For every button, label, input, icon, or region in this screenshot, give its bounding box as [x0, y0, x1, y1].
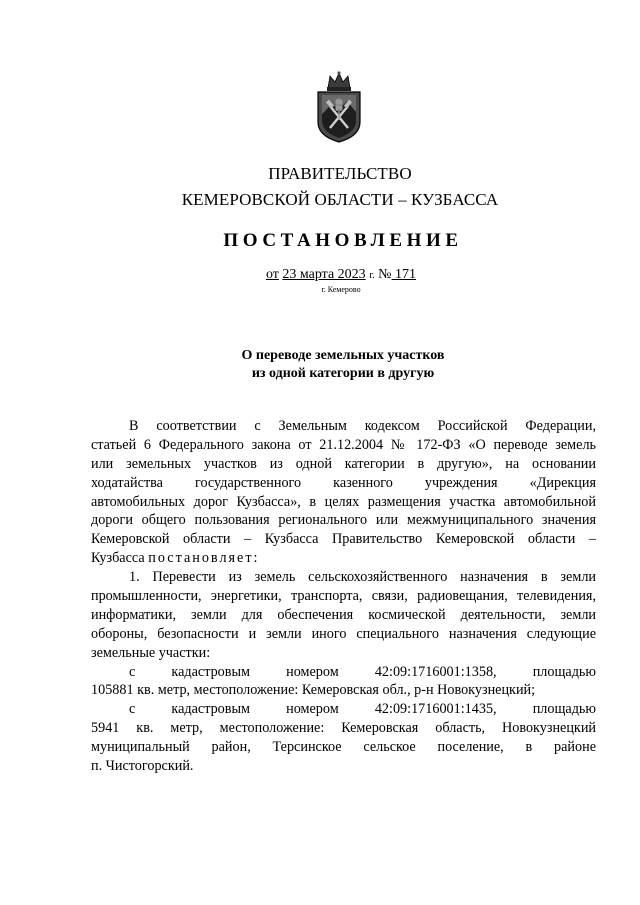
paragraph-line: промышленности, энергетики, транспорта, связи, радиовещания, телевидения, [91, 588, 596, 605]
paragraph-line: земельные участки: [91, 644, 211, 661]
paragraph-line: информатики, земли для обеспечения космической деятельности, земли [91, 606, 596, 623]
paragraph-line: 105881 кв. метр, местоположение: Кемеровская обл., р-н Новокузнецкий; [91, 682, 536, 699]
organization-name-line2: КЕМЕРОВСКОЙ ОБЛАСТИ – КУЗБАССА [181, 190, 499, 209]
paragraph-line: 1. Перевести из земель сельскохозяйственного назначения в земли [129, 569, 596, 586]
document-date: 23 марта 2023 [282, 267, 366, 282]
paragraph-line: п. Чистогорский. [91, 758, 194, 775]
document-subject-line1: О переводе земельных участков [241, 348, 445, 363]
paragraph-line: муниципальный район, Терсинское сельское поселение, в районе [91, 739, 596, 756]
paragraph-line: Кемеровской области – Кузбасса Правительство Кемеровской области – [91, 531, 596, 548]
document-city: г. Кемерово [321, 285, 361, 294]
year-suffix: г. [369, 270, 375, 281]
document-date-number [0, 267, 640, 283]
document-body [91, 417, 596, 776]
paragraph-line: с кадастровым номером 42:09:1716001:1358, площадью [129, 663, 596, 680]
decree-word: постановляет: [148, 550, 260, 567]
coat-of-arms-icon [314, 70, 364, 144]
paragraph-line: В соответствии с Земельным кодексом Российской Федерации, [129, 418, 596, 434]
paragraph-line: или земельных участков из одной категории в другую», на основании [91, 455, 596, 472]
document-subject-line2: из одной категории в другую [251, 366, 435, 381]
paragraph-line: ходатайства государственного казенного учреждения «Дирекция [91, 474, 596, 491]
paragraph-line: автомобильных дорог Кузбасса», в целях размещения участка автомобильной [91, 493, 596, 510]
organization-name-line1: ПРАВИТЕЛЬСТВО [268, 164, 412, 183]
paragraph-line: с кадастровым номером 42:09:1716001:1435, площадью [129, 701, 596, 718]
date-prefix: от [265, 267, 279, 282]
paragraph-line: обороны, безопасности и земли иного специального назначения следующие [91, 625, 596, 642]
paragraph-line: 5941 кв. метр, местоположение: Кемеровская область, Новокузнецкий [91, 720, 596, 737]
document-number: 171 [395, 267, 417, 282]
paragraph-line: Кузбасса постановляет: [91, 550, 260, 567]
number-sign: № [378, 267, 392, 282]
paragraph-line: статьей 6 Федерального закона от 21.12.2004 № 172-ФЗ «О переводе земель [91, 436, 596, 453]
paragraph-line: дороги общего пользования регионального или межмуниципального значения [91, 512, 596, 529]
document-type-title: ПОСТАНОВЛЕНИЕ [223, 230, 463, 251]
